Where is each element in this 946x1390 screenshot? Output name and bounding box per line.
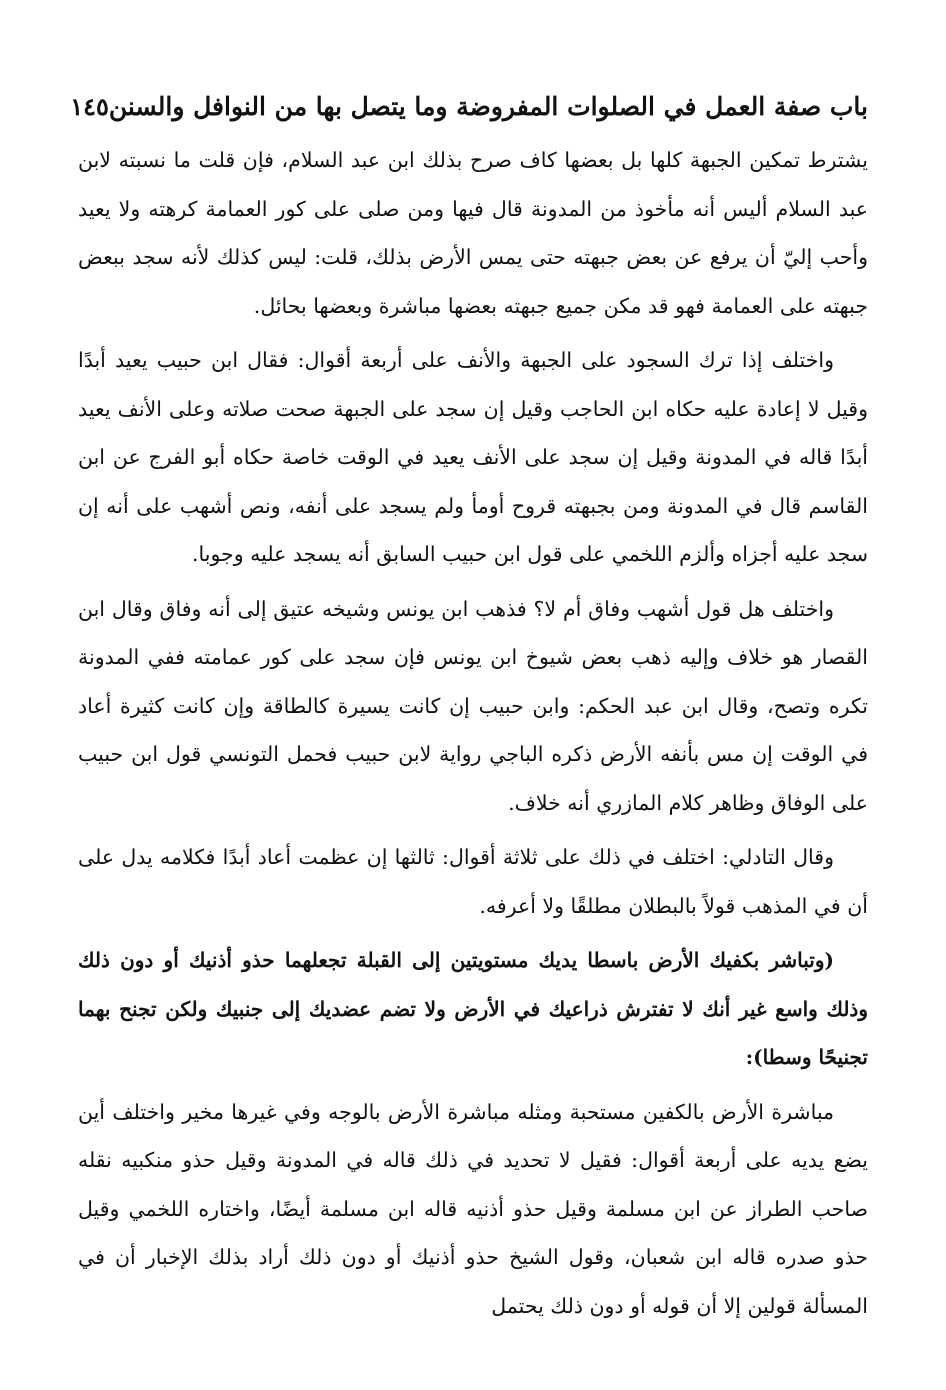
paragraph-2: واختلف إذا ترك السجود على الجبهة والأنف على أربعة أقوال: فقال ابن حبيب يعيد أبدًا وقيل لا إعادة عليه حكاه ابن الحاجب وقيل إن سجد على الجبهة صحت صلاته وعلى الأنف يعيد أبدًا قاله في المدونة وقيل إن سجد على الأنف يعيد في الوقت خاصة حكاه أبو الفرج عن ابن القاسم قال في المدونة ومن بجبهته قروح أومأ ولم يسجد على أنفه، ونص أشهب على أنه إن سجد عليه أجزاه وألزم اللخمي على قول ابن حبيب السابق أنه يسجد عليه وجوبا. (78, 348, 868, 566)
paragraph-3: واختلف هل قول أشهب وفاق أم لا؟ فذهب ابن يونس وشيخه عتيق إلى أنه وفاق وقال ابن القصار هو خلاف وإليه ذهب بعض شيوخ ابن يونس فإن سجد على كور عمامته ففي المدونة تكره وتصح، وقال ابن عبد الحكم: وابن حبيب إن كانت يسيرة كالطاقة وإن كانت كثيرة أعاد في الوقت إن مس بأنفه الأرض ذكره الباجي رواية لابن حبيب فحمل التونسي قول ابن حبيب على الوفاق وظاهر كلام المازري أنه خلاف. (78, 596, 868, 815)
book-page (70, 82, 868, 1336)
paragraph-4: وقال التادلي: اختلف في ذلك على ثلاثة أقوال: ثالثها إن عظمت أعاد أبدًا فكلامه يدل على أن في المذهب قولاً بالبطلان مطلقًا ولا أعرفه. (78, 845, 868, 918)
quoted-matn-paragraph: (وتباشر بكفيك الأرض باسطا يديك مستويتين إلى القبلة تجعلهما حذو أذنيك أو دون ذلك وذلك واسع غير أنك لا تفترش ذراعيك في الأرض ولا تضم عضديك إلى جنبيك ولكن تجنح بهما تجنيحًا وسطا): (78, 948, 868, 1069)
chapter-title: باب صفة العمل في الصلوات المفروضة وما يتصل بها من النوافل والسنن (108, 92, 868, 121)
paragraph-1: يشترط تمكين الجبهة كلها بل بعضها كاف صرح بذلك ابن عبد السلام، فإن قلت ما نسبته لابن عبد السلام أليس أنه مأخوذ من المدونة قال فيها ومن صلى على كور العمامة كرهته ولا يعيد وأحب إليّ أن يرفع عن بعض جبهته حتى يمس الأرض بذلك، قلت: ليس كذلك لأنه سجد ببعض جبهته على العمامة فهو قد مكن جميع جبهته بعضها مباشرة وبعضها بحائل. (78, 148, 868, 318)
page-body (78, 136, 868, 1330)
paragraph-6: مباشرة الأرض بالكفين مستحبة ومثله مباشرة الأرض بالوجه وفي غيرها مخير واختلف أين يضع يديه على أربعة أقوال: فقيل لا تحديد في ذلك قاله في المدونة وقيل حذو منكبيه نقله صاحب الطراز عن ابن مسلمة وقيل حذو أذنيه قاله ابن مسلمة أيضًا، واختاره اللخمي وقيل حذو صدره قاله ابن شعبان، وقول الشيخ حذو أذنيك أو دون ذلك أراد بذلك الإخبار أن في المسألة قولين إلا أن قوله أو دون ذلك يحتمل (78, 1099, 868, 1318)
page-number: ١٤٥ (70, 92, 109, 121)
running-header (70, 82, 868, 132)
